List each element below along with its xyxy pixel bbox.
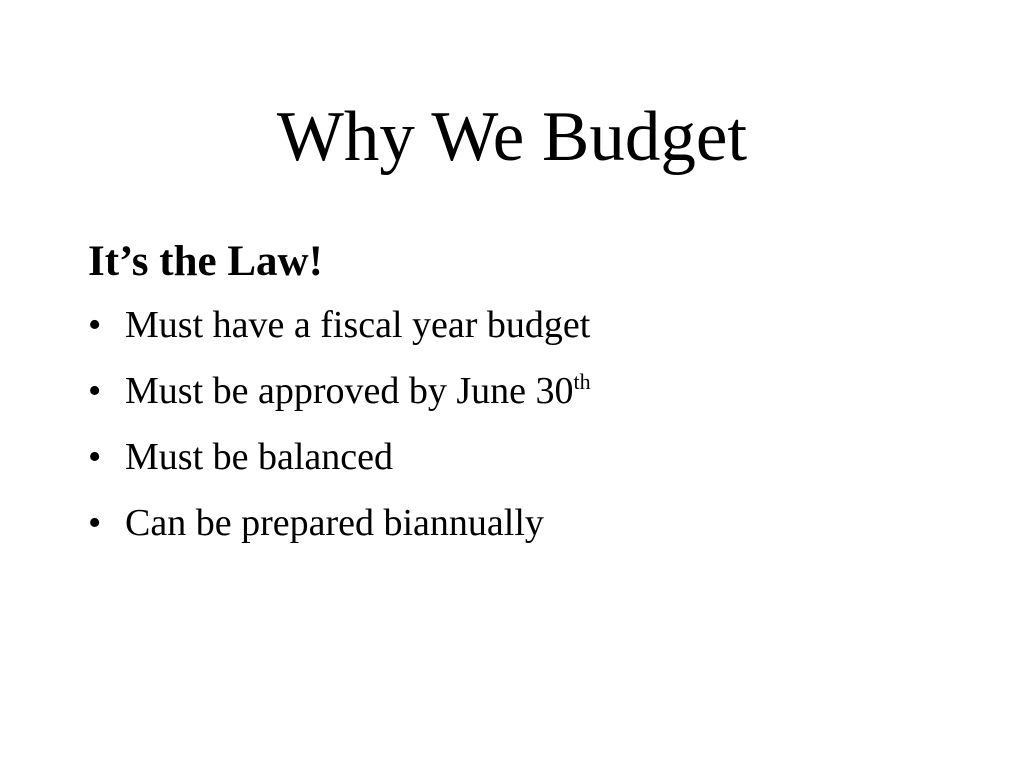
slide-title: Why We Budget (276, 98, 748, 176)
bullet-icon: • (88, 436, 102, 478)
slide-heading: It’s the Law! (88, 238, 323, 285)
bullet-item (88, 498, 968, 548)
bullet-text: Must be approved by June 30 (125, 370, 574, 412)
ordinal-superscript: th (573, 369, 591, 394)
bullet-text: Must have a fiscal year budget (125, 304, 591, 346)
bullet-item (88, 432, 968, 482)
slide-body (88, 234, 968, 564)
bullet-text: Can be prepared biannually (125, 502, 544, 544)
bullet-item (88, 366, 968, 416)
bullet-text: Must be balanced (125, 436, 394, 478)
bullet-item (88, 300, 968, 350)
bullet-icon: • (88, 304, 102, 346)
bullet-list (88, 300, 968, 548)
bullet-icon: • (88, 370, 102, 412)
bullet-icon: • (88, 502, 102, 544)
